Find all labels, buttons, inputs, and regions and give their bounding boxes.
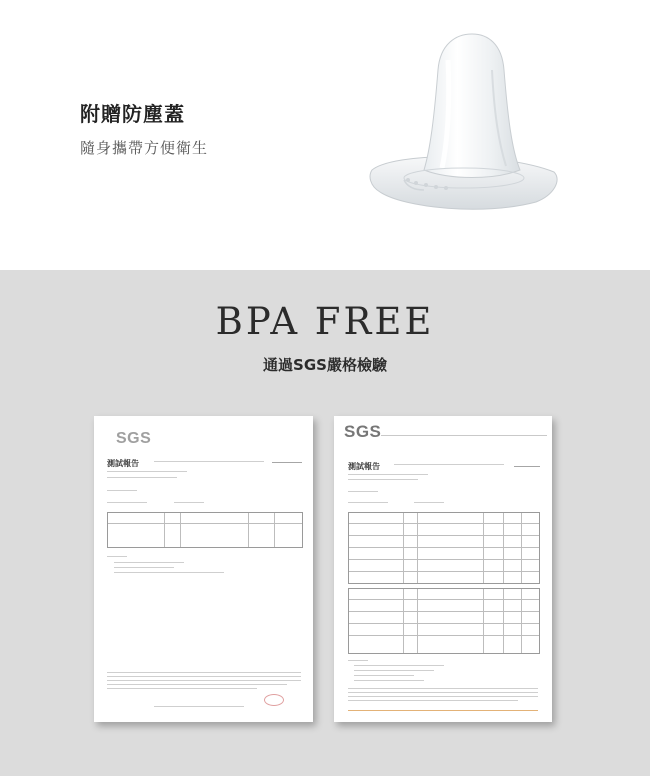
report-heading: 測試報告 bbox=[348, 462, 380, 471]
sgs-logo: SGS bbox=[344, 422, 382, 441]
sgs-report-page-1 bbox=[94, 416, 313, 722]
feature-subtitle: 隨身攜帶方便衛生 bbox=[80, 139, 209, 157]
footer-accent-line bbox=[348, 710, 538, 711]
sgs-certification-text: 通過SGS嚴格檢驗 bbox=[263, 356, 387, 374]
bpa-free-headline: BPA FREE bbox=[215, 300, 435, 343]
silicone-dust-cap-icon bbox=[364, 30, 564, 215]
certification-section bbox=[0, 270, 650, 776]
result-table-1 bbox=[348, 512, 540, 584]
sgs-logo: SGS bbox=[116, 430, 152, 447]
feature-title: 附贈防塵蓋 bbox=[80, 102, 185, 126]
sgs-report-page-2 bbox=[334, 416, 552, 722]
seal-stamp-icon bbox=[264, 694, 284, 706]
result-table-2 bbox=[348, 588, 540, 654]
report-heading: 測試報告 bbox=[107, 459, 139, 468]
feature-section bbox=[0, 0, 650, 270]
result-table bbox=[107, 512, 303, 548]
